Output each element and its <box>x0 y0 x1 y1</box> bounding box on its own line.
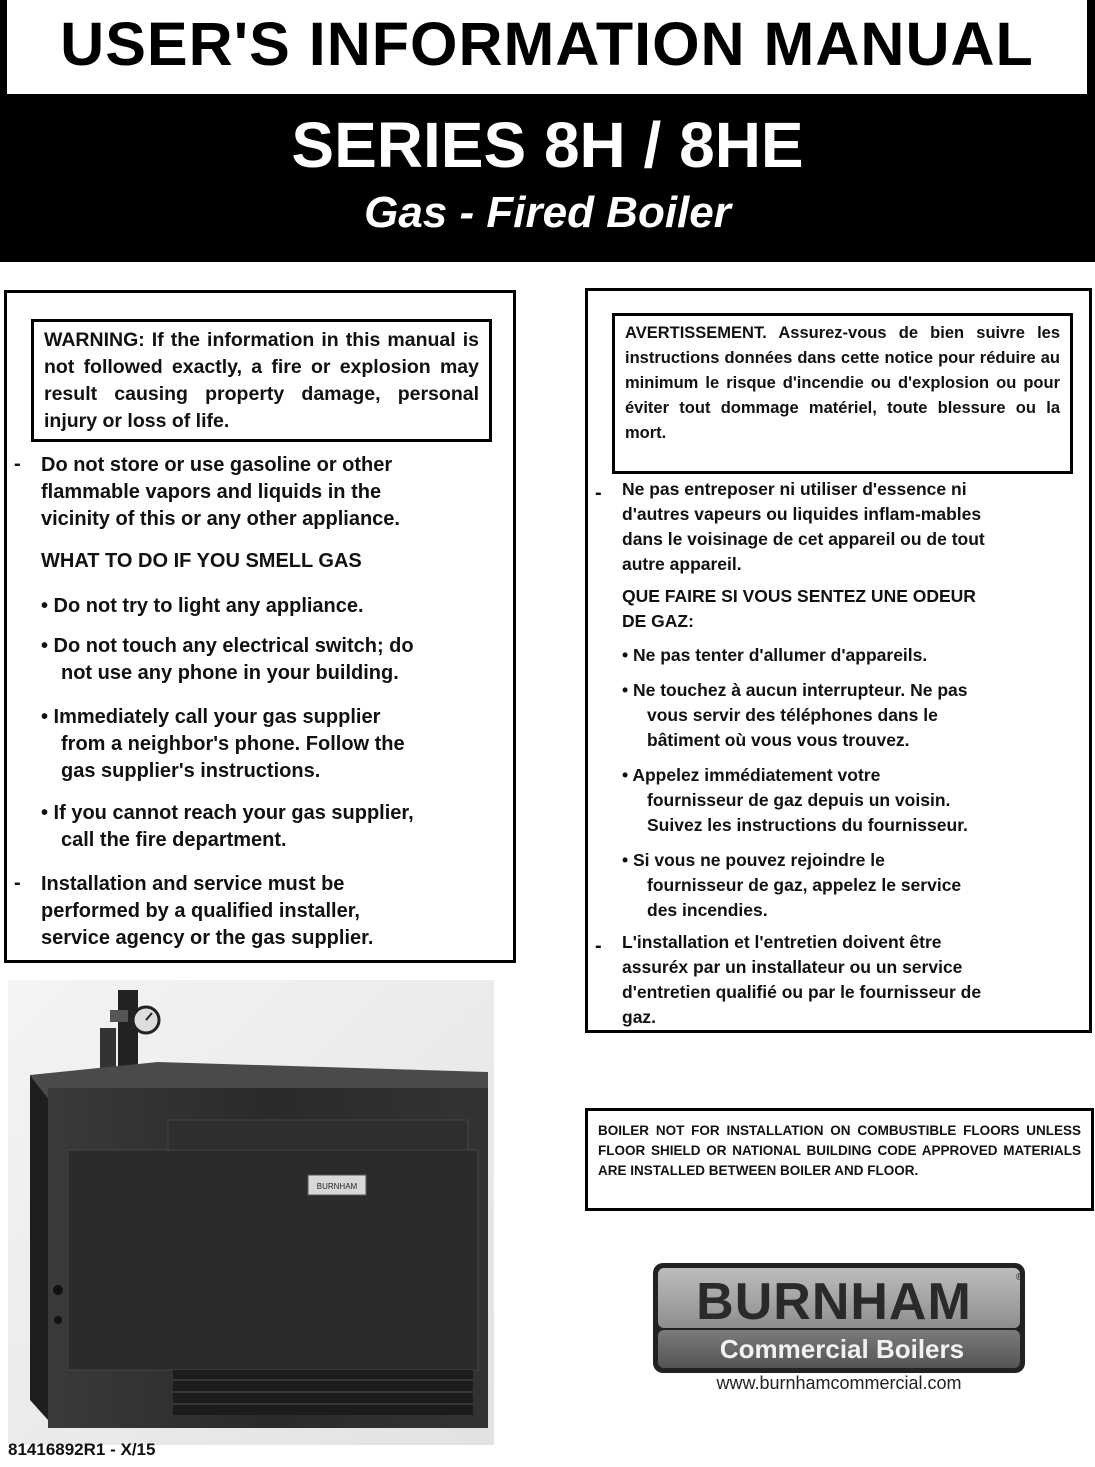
bullet-dash: - <box>14 872 21 894</box>
subtitle: Gas - Fired Boiler <box>364 188 731 237</box>
manual-title: USER'S INFORMATION MANUAL <box>60 10 1034 78</box>
website-url[interactable]: www.burnhamcommercial.com <box>716 1373 962 1393</box>
boiler-photo <box>8 980 494 1445</box>
english-bullet-2: • Do not touch any electrical switch; do not use any phone in your building. <box>41 635 414 684</box>
french-bullet-2: • Ne touchez à aucun interrupteur. Ne pas vous servir des téléphones dans le bâtiment où vous vous trouvez. <box>622 680 968 750</box>
boiler-nameplate: BURNHAM <box>316 1182 358 1191</box>
french-bullet-1: • Ne pas tenter d'allumer d'appareils. <box>622 645 928 665</box>
english-smell-heading: WHAT TO DO IF YOU SMELL GAS <box>41 550 362 572</box>
french-bullet-4: • Si vous ne pouvez rejoindre le fournisseur de gaz, appelez le service des incendies. <box>622 850 962 920</box>
floor-installation-notice: BOILER NOT FOR INSTALLATION ON COMBUSTIBLE FLOORS UNLESS FLOOR SHIELD OR NATIONAL BUILDING CODE APPROVED MATERIALS ARE INSTALLED BETWEEN BOILER AND FLOOR. <box>585 1108 1094 1211</box>
document-number: 81416892R1 - X/15 <box>8 1440 156 1459</box>
french-item-2: L'installation et l'entretien doivent être assuréx par un installateur ou un service d'entretien qualifié ou par le fournisseur de gaz. <box>622 932 982 1027</box>
french-bullet-3: • Appelez immédiatement votre fournisseur de gaz depuis un voisin. Suivez les instructions du fournisseur. <box>622 765 968 835</box>
english-item-1: Do not store or use gasoline or other flammable vapors and liquids in the vicinity of this or any other appliance. <box>41 454 400 530</box>
logo-brand: BURNHAM <box>696 1273 972 1331</box>
english-bullet-1: • Do not try to light any appliance. <box>41 595 364 617</box>
english-item-2: Installation and service must be performed by a qualified installer, service agency or the gas supplier. <box>41 873 374 949</box>
french-item-1: Ne pas entreposer ni utiliser d'essence ni d'autres vapeurs ou liquides inflam-mables dans le voisinage de cet appareil ou de tout autre appareil. <box>622 479 985 574</box>
bullet-dash: - <box>14 453 21 475</box>
title-box <box>7 0 1087 94</box>
header-banner <box>0 0 1095 262</box>
burnham-logo <box>652 1262 1026 1374</box>
bullet-dash: - <box>595 482 602 504</box>
series-title: SERIES 8H / 8HE <box>291 109 804 181</box>
english-bullet-4: • If you cannot reach your gas supplier, call the fire department. <box>41 802 414 851</box>
french-smell-heading: QUE FAIRE SI VOUS SENTEZ UNE ODEUR DE GAZ: <box>622 586 976 631</box>
bullet-dash: - <box>595 935 602 957</box>
english-warning-box: WARNING: If the information in this manual is not followed exactly, a fire or explosion may result causing property damage, personal injury or loss of life. <box>31 319 492 442</box>
french-warning-box: AVERTISSEMENT. Assurez-vous de bien suivre les instructions données dans cette notice pour réduire au minimum le risque d'incendie ou d'explosion ou pour éviter tout dommage matériel, toute blessure ou la mort. <box>612 313 1073 474</box>
english-bullet-3: • Immediately call your gas supplier from a neighbor's phone. Follow the gas supplier's instructions. <box>41 706 405 782</box>
logo-tagline: Commercial Boilers <box>719 1334 965 1364</box>
registered-mark: ® <box>1016 1272 1024 1283</box>
